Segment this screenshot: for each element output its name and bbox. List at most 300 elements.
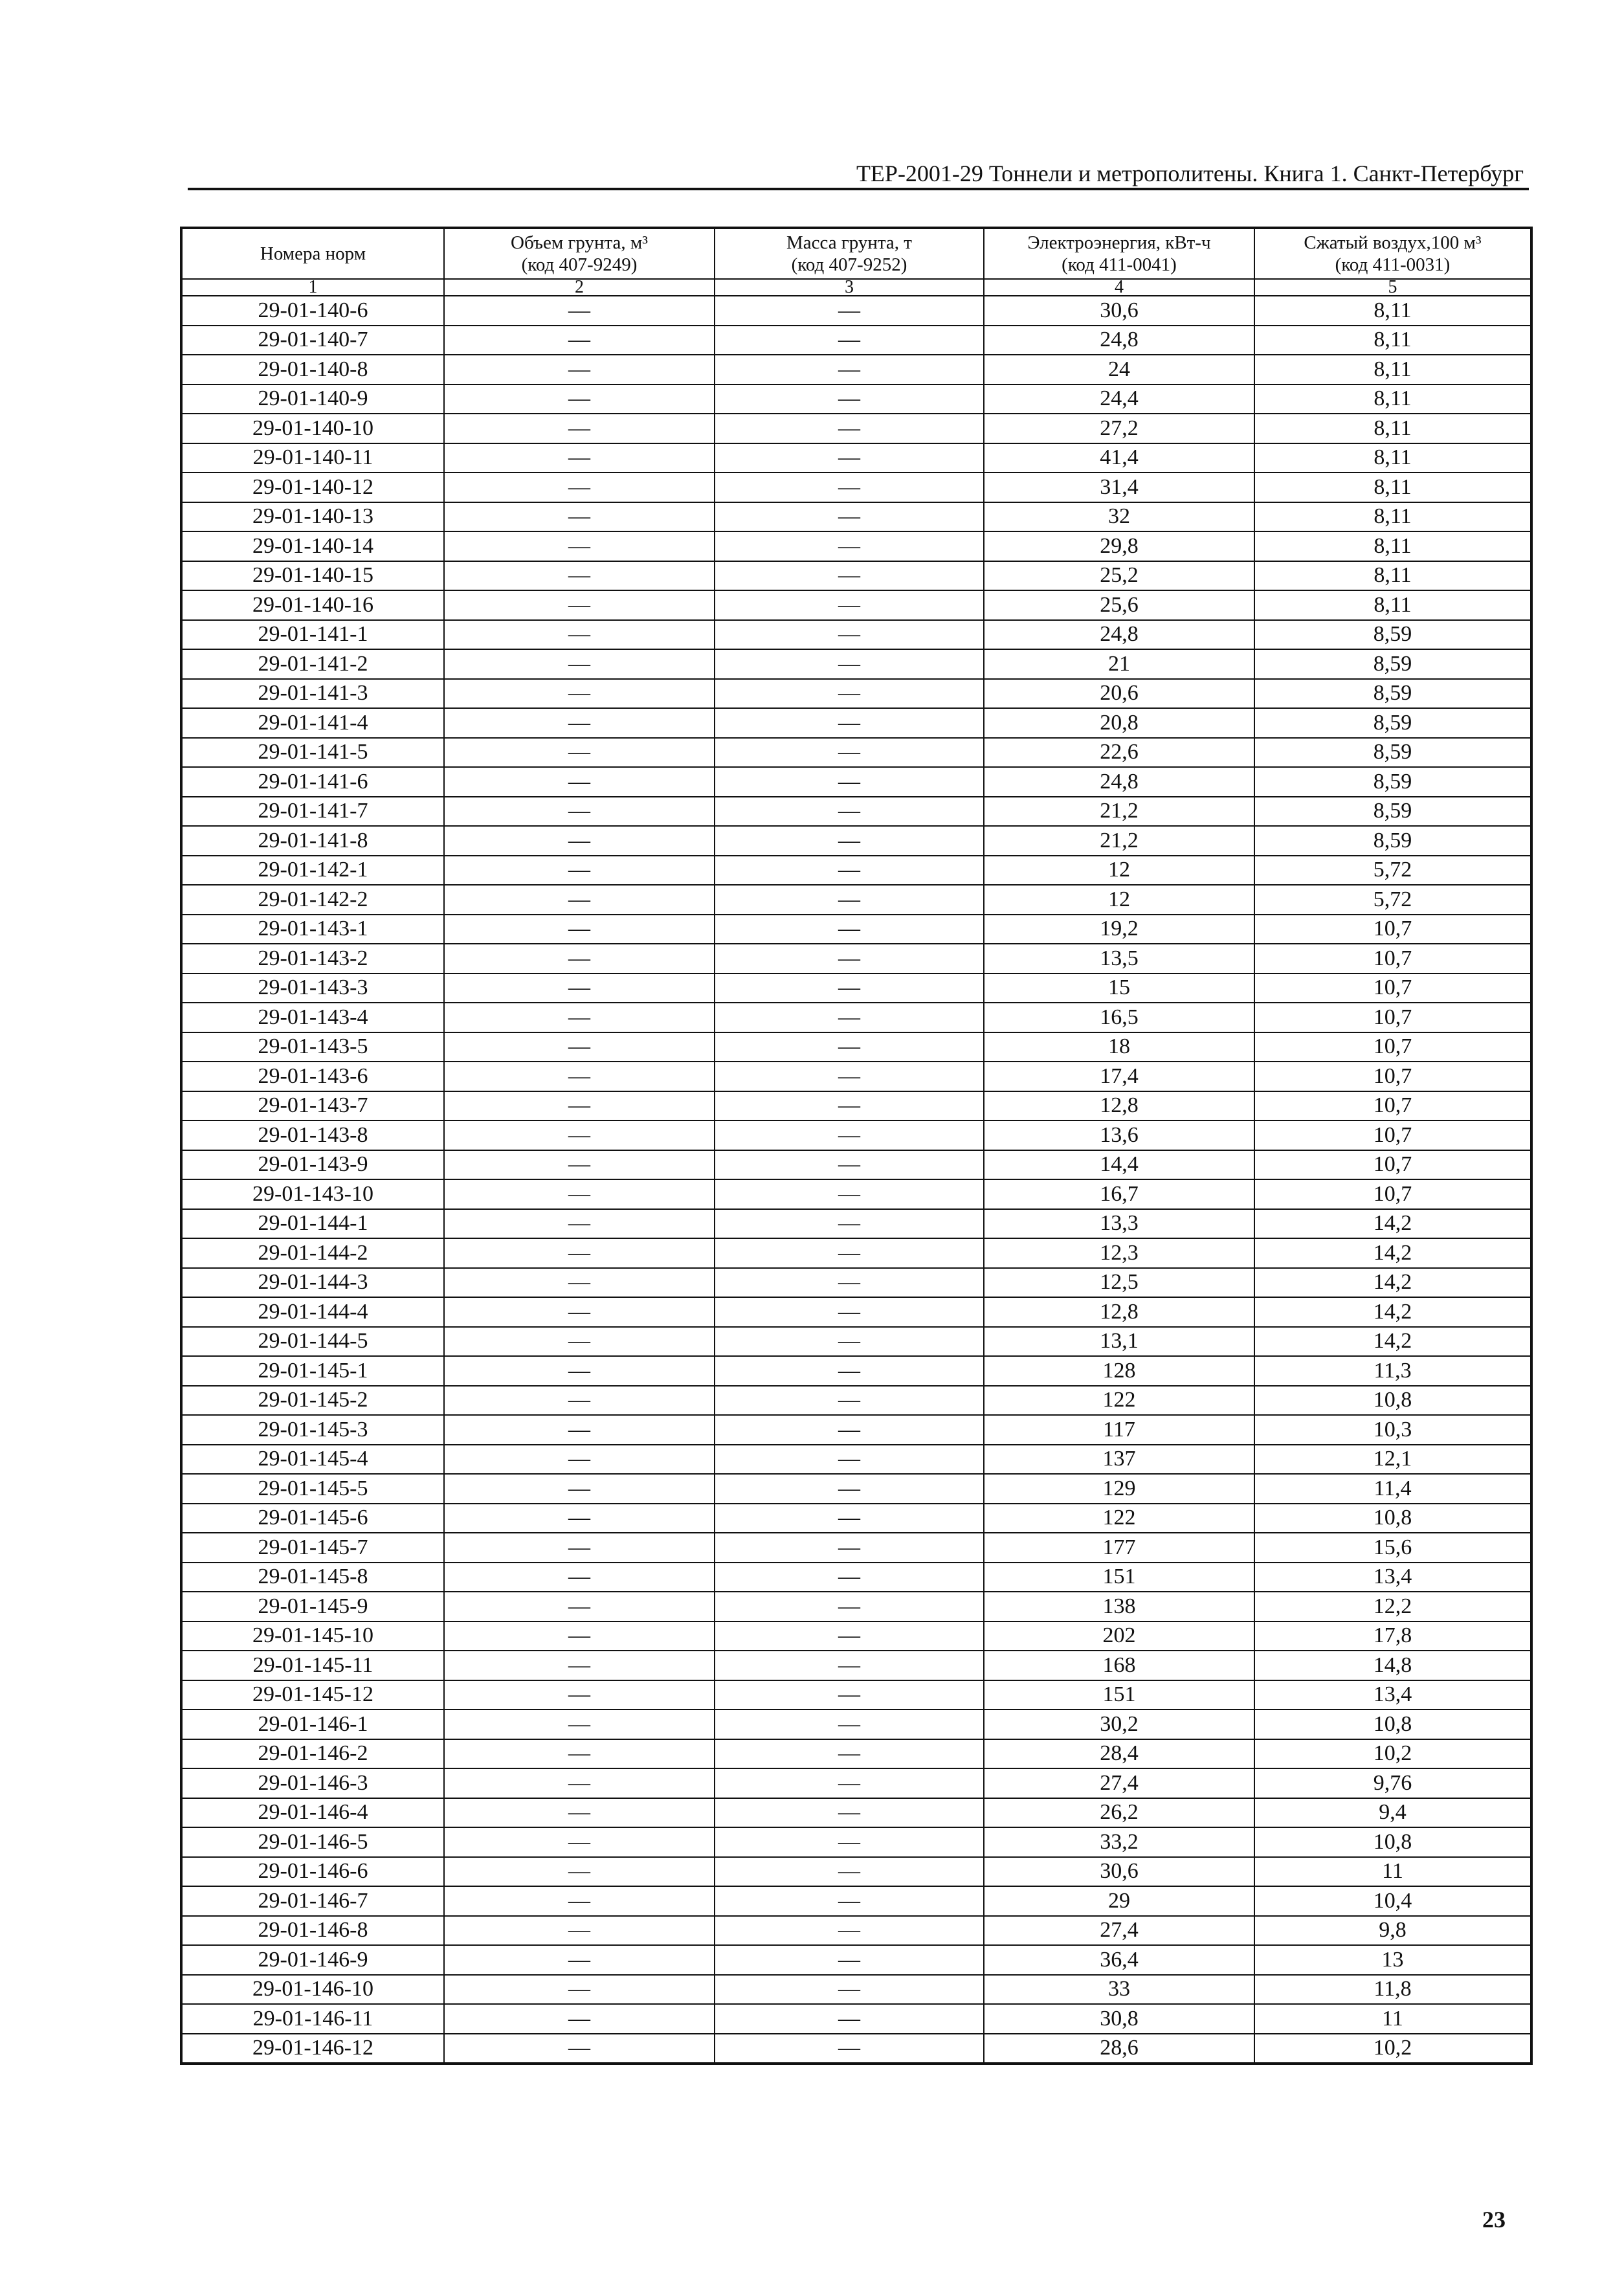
table-cell: 10,8 xyxy=(1254,1709,1531,1739)
table-cell: 151 xyxy=(984,1563,1254,1592)
table-cell: — xyxy=(715,1268,984,1298)
table-row xyxy=(181,797,1531,827)
table-row xyxy=(181,1297,1531,1327)
table-cell: 31,4 xyxy=(984,473,1254,502)
table-cell: — xyxy=(444,561,715,591)
table-cell: 8,11 xyxy=(1254,414,1531,443)
table-row xyxy=(181,1533,1531,1563)
table-cell: — xyxy=(444,326,715,355)
table-cell: — xyxy=(444,1003,715,1032)
table-row xyxy=(181,1827,1531,1857)
table-cell: 13,1 xyxy=(984,1327,1254,1357)
table-row xyxy=(181,2004,1531,2034)
table-cell: 29 xyxy=(984,1886,1254,1916)
table-cell: 10,7 xyxy=(1254,974,1531,1003)
table-row xyxy=(181,1798,1531,1828)
table-cell: — xyxy=(444,1975,715,2005)
table-cell: — xyxy=(444,1827,715,1857)
table-cell: — xyxy=(715,1680,984,1710)
table-cell: 16,5 xyxy=(984,1003,1254,1032)
table-cell: 20,6 xyxy=(984,679,1254,709)
table-row xyxy=(181,531,1531,561)
table-cell: — xyxy=(444,649,715,679)
table-cell: 11,3 xyxy=(1254,1356,1531,1386)
table-cell: — xyxy=(444,1474,715,1504)
table-cell: — xyxy=(715,708,984,738)
table-cell: — xyxy=(715,1297,984,1327)
table-row xyxy=(181,502,1531,532)
table-cell: 10,4 xyxy=(1254,1886,1531,1916)
table-cell: — xyxy=(444,738,715,768)
table-cell: 10,2 xyxy=(1254,1739,1531,1769)
table-row xyxy=(181,1150,1531,1180)
table-cell: 29-01-140-8 xyxy=(181,355,444,384)
table-cell: 29-01-146-11 xyxy=(181,2004,444,2034)
table-cell: 10,7 xyxy=(1254,915,1531,944)
table-row xyxy=(181,1651,1531,1680)
table-cell: — xyxy=(715,1886,984,1916)
table-cell: 122 xyxy=(984,1386,1254,1416)
table-cell: — xyxy=(444,944,715,974)
table-cell: — xyxy=(444,826,715,856)
table-cell: — xyxy=(444,1798,715,1828)
table-cell: 29-01-145-7 xyxy=(181,1533,444,1563)
table-cell: — xyxy=(715,473,984,502)
table-cell: — xyxy=(444,1268,715,1298)
table-cell: — xyxy=(715,590,984,620)
table-cell: — xyxy=(444,2004,715,2034)
table-row xyxy=(181,443,1531,473)
table-cell: 41,4 xyxy=(984,443,1254,473)
table-row xyxy=(181,1091,1531,1121)
column-header xyxy=(715,228,984,279)
table-cell: 8,11 xyxy=(1254,590,1531,620)
table-row xyxy=(181,974,1531,1003)
table-cell: — xyxy=(715,1003,984,1032)
table-cell: 12,2 xyxy=(1254,1592,1531,1621)
table-cell: 24,8 xyxy=(984,620,1254,650)
table-cell: — xyxy=(444,1886,715,1916)
table-cell: — xyxy=(444,1032,715,1062)
table-cell: 138 xyxy=(984,1592,1254,1621)
table-cell: 10,2 xyxy=(1254,2034,1531,2064)
table-cell: 29-01-145-5 xyxy=(181,1474,444,1504)
table-cell: 29-01-143-4 xyxy=(181,1003,444,1032)
table-cell: 29-01-143-6 xyxy=(181,1062,444,1091)
table-cell: 27,4 xyxy=(984,1916,1254,1946)
table-cell: 10,7 xyxy=(1254,1179,1531,1209)
column-number: 1 xyxy=(181,279,444,296)
table-row xyxy=(181,1327,1531,1357)
table-cell: 14,2 xyxy=(1254,1238,1531,1268)
table-cell: 17,8 xyxy=(1254,1621,1531,1651)
table-cell: 29-01-146-1 xyxy=(181,1709,444,1739)
table-cell: 29-01-145-11 xyxy=(181,1651,444,1680)
table-cell: 29-01-140-7 xyxy=(181,326,444,355)
table-cell: 29-01-141-3 xyxy=(181,679,444,709)
table-cell: 8,59 xyxy=(1254,649,1531,679)
table-cell: — xyxy=(715,443,984,473)
table-row xyxy=(181,473,1531,502)
table-cell: — xyxy=(715,1032,984,1062)
table-cell: — xyxy=(715,1592,984,1621)
table-cell: 12 xyxy=(984,885,1254,915)
table-body xyxy=(181,296,1531,2064)
column-header xyxy=(1254,228,1531,279)
table-cell: — xyxy=(715,1327,984,1357)
table-cell: 8,59 xyxy=(1254,679,1531,709)
table-cell: — xyxy=(715,915,984,944)
table-cell: 29-01-144-3 xyxy=(181,1268,444,1298)
table-cell: — xyxy=(715,944,984,974)
table-cell: — xyxy=(715,1504,984,1533)
column-header-label: Масса грунта, т xyxy=(786,232,912,253)
table-cell: 29-01-141-6 xyxy=(181,767,444,797)
table-cell: 8,59 xyxy=(1254,767,1531,797)
table-cell: 29-01-145-1 xyxy=(181,1356,444,1386)
table-cell: 11,4 xyxy=(1254,1474,1531,1504)
table-cell: 29-01-143-1 xyxy=(181,915,444,944)
table-cell: — xyxy=(444,1120,715,1150)
table-cell: 29-01-145-3 xyxy=(181,1415,444,1445)
column-header-code: (код 407-9252) xyxy=(791,254,907,275)
table-cell: 15,6 xyxy=(1254,1533,1531,1563)
table-cell: 8,11 xyxy=(1254,355,1531,384)
table-cell: 24 xyxy=(984,355,1254,384)
table-row xyxy=(181,1945,1531,1975)
table-cell: — xyxy=(715,1798,984,1828)
table-cell: 29-01-140-11 xyxy=(181,443,444,473)
table-cell: — xyxy=(715,326,984,355)
table-cell: — xyxy=(444,1179,715,1209)
table-cell: 10,3 xyxy=(1254,1415,1531,1445)
table-cell: — xyxy=(444,1680,715,1710)
table-cell: 29-01-146-4 xyxy=(181,1798,444,1828)
table-cell: — xyxy=(444,797,715,827)
table-cell: — xyxy=(444,531,715,561)
table-cell: 30,8 xyxy=(984,2004,1254,2034)
table-cell: — xyxy=(444,443,715,473)
table-row xyxy=(181,1857,1531,1887)
table-cell: 13 xyxy=(1254,1945,1531,1975)
table-cell: 12,3 xyxy=(984,1238,1254,1268)
table-cell: 30,2 xyxy=(984,1709,1254,1739)
table-cell: — xyxy=(444,1209,715,1239)
table-cell: 8,11 xyxy=(1254,531,1531,561)
table-cell: — xyxy=(715,1356,984,1386)
table-cell: 29-01-141-4 xyxy=(181,708,444,738)
norms-table xyxy=(180,227,1533,2065)
table-cell: 25,6 xyxy=(984,590,1254,620)
table-cell: — xyxy=(715,767,984,797)
table-cell: — xyxy=(715,2034,984,2064)
table-cell: — xyxy=(444,1062,715,1091)
table-cell: — xyxy=(715,620,984,650)
table-cell: — xyxy=(444,1297,715,1327)
table-cell: 29-01-140-6 xyxy=(181,296,444,326)
table-cell: — xyxy=(444,1651,715,1680)
table-row xyxy=(181,915,1531,944)
table-row xyxy=(181,1238,1531,1268)
table-cell: — xyxy=(715,1120,984,1150)
table-cell: 29-01-140-12 xyxy=(181,473,444,502)
table-row xyxy=(181,1916,1531,1946)
table-cell: 8,59 xyxy=(1254,620,1531,650)
table-cell: — xyxy=(444,915,715,944)
table-row xyxy=(181,767,1531,797)
table-cell: — xyxy=(715,738,984,768)
table-cell: 12,8 xyxy=(984,1297,1254,1327)
table-row xyxy=(181,708,1531,738)
table-row xyxy=(181,1209,1531,1239)
table-cell: 29-01-145-2 xyxy=(181,1386,444,1416)
table-row xyxy=(181,1179,1531,1209)
table-row xyxy=(181,355,1531,384)
table-cell: 29-01-145-4 xyxy=(181,1445,444,1475)
table-cell: 9,4 xyxy=(1254,1798,1531,1828)
table-cell: — xyxy=(444,414,715,443)
table-cell: 36,4 xyxy=(984,1945,1254,1975)
page-number: 23 xyxy=(1482,2207,1506,2233)
column-number: 5 xyxy=(1254,279,1531,296)
table-cell: — xyxy=(444,1150,715,1180)
table-row xyxy=(181,1621,1531,1651)
table-cell: 29-01-142-2 xyxy=(181,885,444,915)
table-cell: 28,6 xyxy=(984,2034,1254,2064)
table-cell: 29-01-140-10 xyxy=(181,414,444,443)
table-cell: 10,7 xyxy=(1254,1091,1531,1121)
table-cell: 29-01-143-2 xyxy=(181,944,444,974)
table-row xyxy=(181,1445,1531,1475)
table-cell: 14,2 xyxy=(1254,1268,1531,1298)
table-row xyxy=(181,1680,1531,1710)
table-cell: 27,4 xyxy=(984,1768,1254,1798)
table-cell: 151 xyxy=(984,1680,1254,1710)
table-cell: 17,4 xyxy=(984,1062,1254,1091)
document-title: ТЕР-2001-29 Тоннели и метрополитены. Книга 1. Санкт-Петербург xyxy=(856,161,1524,186)
table-cell: 128 xyxy=(984,1356,1254,1386)
table-cell: 13,4 xyxy=(1254,1563,1531,1592)
table-cell: — xyxy=(444,1768,715,1798)
table-cell: — xyxy=(715,679,984,709)
table-cell: — xyxy=(444,384,715,414)
table-row xyxy=(181,296,1531,326)
table-cell: 12 xyxy=(984,856,1254,885)
table-cell: 15 xyxy=(984,974,1254,1003)
table-cell: 24,8 xyxy=(984,767,1254,797)
table-cell: — xyxy=(715,1916,984,1946)
table-cell: 29-01-145-10 xyxy=(181,1621,444,1651)
table-row xyxy=(181,1032,1531,1062)
column-header xyxy=(984,228,1254,279)
table-row xyxy=(181,384,1531,414)
table-cell: — xyxy=(444,590,715,620)
table-cell: — xyxy=(715,1474,984,1504)
table-cell: 12,1 xyxy=(1254,1445,1531,1475)
table-cell: 28,4 xyxy=(984,1739,1254,1769)
table-cell: 14,2 xyxy=(1254,1209,1531,1239)
table-cell: 29-01-145-8 xyxy=(181,1563,444,1592)
table-cell: 8,59 xyxy=(1254,797,1531,827)
table-cell: — xyxy=(444,1592,715,1621)
table-cell: 11,8 xyxy=(1254,1975,1531,2005)
table-cell: 29-01-146-8 xyxy=(181,1916,444,1946)
table-cell: — xyxy=(444,708,715,738)
table-row xyxy=(181,1415,1531,1445)
table-cell: 29-01-143-9 xyxy=(181,1150,444,1180)
table-cell: 29-01-145-12 xyxy=(181,1680,444,1710)
table-cell: 10,7 xyxy=(1254,1003,1531,1032)
table-cell: — xyxy=(715,1975,984,2005)
column-header-label: Электроэнергия, кВт-ч xyxy=(1027,232,1211,253)
table-cell: 129 xyxy=(984,1474,1254,1504)
table-cell: — xyxy=(715,1621,984,1651)
table-cell: — xyxy=(715,1739,984,1769)
table-cell: 12,5 xyxy=(984,1268,1254,1298)
table-cell: 33 xyxy=(984,1975,1254,2005)
table-cell: 8,11 xyxy=(1254,473,1531,502)
table-cell: — xyxy=(715,355,984,384)
column-number-row xyxy=(181,279,1531,296)
table-cell: 19,2 xyxy=(984,915,1254,944)
table-row xyxy=(181,1709,1531,1739)
table-row xyxy=(181,1386,1531,1416)
table-cell: — xyxy=(444,679,715,709)
column-header-code: (код 411-0031) xyxy=(1335,254,1451,275)
table-cell: — xyxy=(444,1533,715,1563)
table-cell: — xyxy=(715,1415,984,1445)
table-cell: 13,4 xyxy=(1254,1680,1531,1710)
table-cell: — xyxy=(715,561,984,591)
table-cell: 29-01-144-1 xyxy=(181,1209,444,1239)
table-cell: 202 xyxy=(984,1621,1254,1651)
table-cell: 10,7 xyxy=(1254,944,1531,974)
table-cell: 29-01-143-7 xyxy=(181,1091,444,1121)
column-header-code: (код 407-9249) xyxy=(521,254,638,275)
table-cell: 29-01-140-15 xyxy=(181,561,444,591)
table-cell: — xyxy=(444,1238,715,1268)
table-cell: — xyxy=(444,1945,715,1975)
table-cell: — xyxy=(444,473,715,502)
table-cell: 10,7 xyxy=(1254,1150,1531,1180)
table-cell: 29-01-141-8 xyxy=(181,826,444,856)
table-cell: 13,5 xyxy=(984,944,1254,974)
table-row xyxy=(181,1504,1531,1533)
table-cell: 29-01-146-3 xyxy=(181,1768,444,1798)
table-cell: 29-01-146-10 xyxy=(181,1975,444,2005)
table-row xyxy=(181,561,1531,591)
table-cell: — xyxy=(444,1739,715,1769)
table-cell: — xyxy=(715,856,984,885)
table-header-row xyxy=(181,228,1531,279)
table-cell: — xyxy=(444,1386,715,1416)
table-cell: 29-01-143-8 xyxy=(181,1120,444,1150)
column-header xyxy=(444,228,715,279)
table-row xyxy=(181,679,1531,709)
column-header-code: (код 411-0041) xyxy=(1062,254,1177,275)
table-cell: 5,72 xyxy=(1254,856,1531,885)
table-cell: 24,8 xyxy=(984,326,1254,355)
table-cell: — xyxy=(715,2004,984,2034)
table-cell: — xyxy=(444,502,715,532)
table-cell: — xyxy=(715,414,984,443)
table-row xyxy=(181,1356,1531,1386)
table-row xyxy=(181,826,1531,856)
table-cell: — xyxy=(444,885,715,915)
table-cell: 33,2 xyxy=(984,1827,1254,1857)
table-cell: — xyxy=(715,1386,984,1416)
table-cell: 29-01-146-9 xyxy=(181,1945,444,1975)
table-cell: 10,8 xyxy=(1254,1386,1531,1416)
table-row xyxy=(181,1592,1531,1621)
table-row xyxy=(181,1003,1531,1032)
table-cell: — xyxy=(715,1062,984,1091)
table-cell: — xyxy=(444,1916,715,1946)
table-cell: — xyxy=(444,355,715,384)
table-cell: 8,11 xyxy=(1254,384,1531,414)
table-cell: 26,2 xyxy=(984,1798,1254,1828)
table-cell: — xyxy=(444,1356,715,1386)
table-cell: — xyxy=(444,1563,715,1592)
table-row xyxy=(181,1268,1531,1298)
table-cell: 8,11 xyxy=(1254,561,1531,591)
table-cell: 13,6 xyxy=(984,1120,1254,1150)
table-cell: 11 xyxy=(1254,2004,1531,2034)
table-cell: — xyxy=(715,384,984,414)
table-cell: 8,11 xyxy=(1254,443,1531,473)
table-cell: 29-01-146-5 xyxy=(181,1827,444,1857)
table-row xyxy=(181,944,1531,974)
table-cell: 5,72 xyxy=(1254,885,1531,915)
table-cell: — xyxy=(444,1091,715,1121)
table-cell: 8,59 xyxy=(1254,738,1531,768)
table-cell: 21,2 xyxy=(984,826,1254,856)
table-cell: — xyxy=(444,856,715,885)
column-number: 4 xyxy=(984,279,1254,296)
table-cell: 29-01-146-2 xyxy=(181,1739,444,1769)
table-cell: — xyxy=(444,1504,715,1533)
table-cell: 29-01-140-13 xyxy=(181,502,444,532)
table-cell: — xyxy=(715,1150,984,1180)
table-cell: 8,59 xyxy=(1254,708,1531,738)
table-row xyxy=(181,620,1531,650)
table-cell: 29-01-140-14 xyxy=(181,531,444,561)
table-row xyxy=(181,885,1531,915)
table-cell: — xyxy=(444,1709,715,1739)
table-cell: — xyxy=(715,885,984,915)
table-row xyxy=(181,1739,1531,1769)
column-header-label: Объем грунта, м³ xyxy=(511,232,648,253)
table-cell: 29-01-146-12 xyxy=(181,2034,444,2064)
table-cell: 11 xyxy=(1254,1857,1531,1887)
table-cell: 29-01-141-2 xyxy=(181,649,444,679)
table-row xyxy=(181,738,1531,768)
table-cell: — xyxy=(715,1827,984,1857)
table-cell: — xyxy=(715,974,984,1003)
table-cell: — xyxy=(715,1563,984,1592)
table-cell: 29-01-141-7 xyxy=(181,797,444,827)
table-row xyxy=(181,1120,1531,1150)
table-cell: 21 xyxy=(984,649,1254,679)
table-cell: — xyxy=(715,797,984,827)
table-cell: 32 xyxy=(984,502,1254,532)
table-cell: 13,3 xyxy=(984,1209,1254,1239)
table-cell: 29-01-141-1 xyxy=(181,620,444,650)
table-cell: 14,2 xyxy=(1254,1297,1531,1327)
column-number: 3 xyxy=(715,279,984,296)
table-row xyxy=(181,649,1531,679)
table-cell: 10,7 xyxy=(1254,1062,1531,1091)
